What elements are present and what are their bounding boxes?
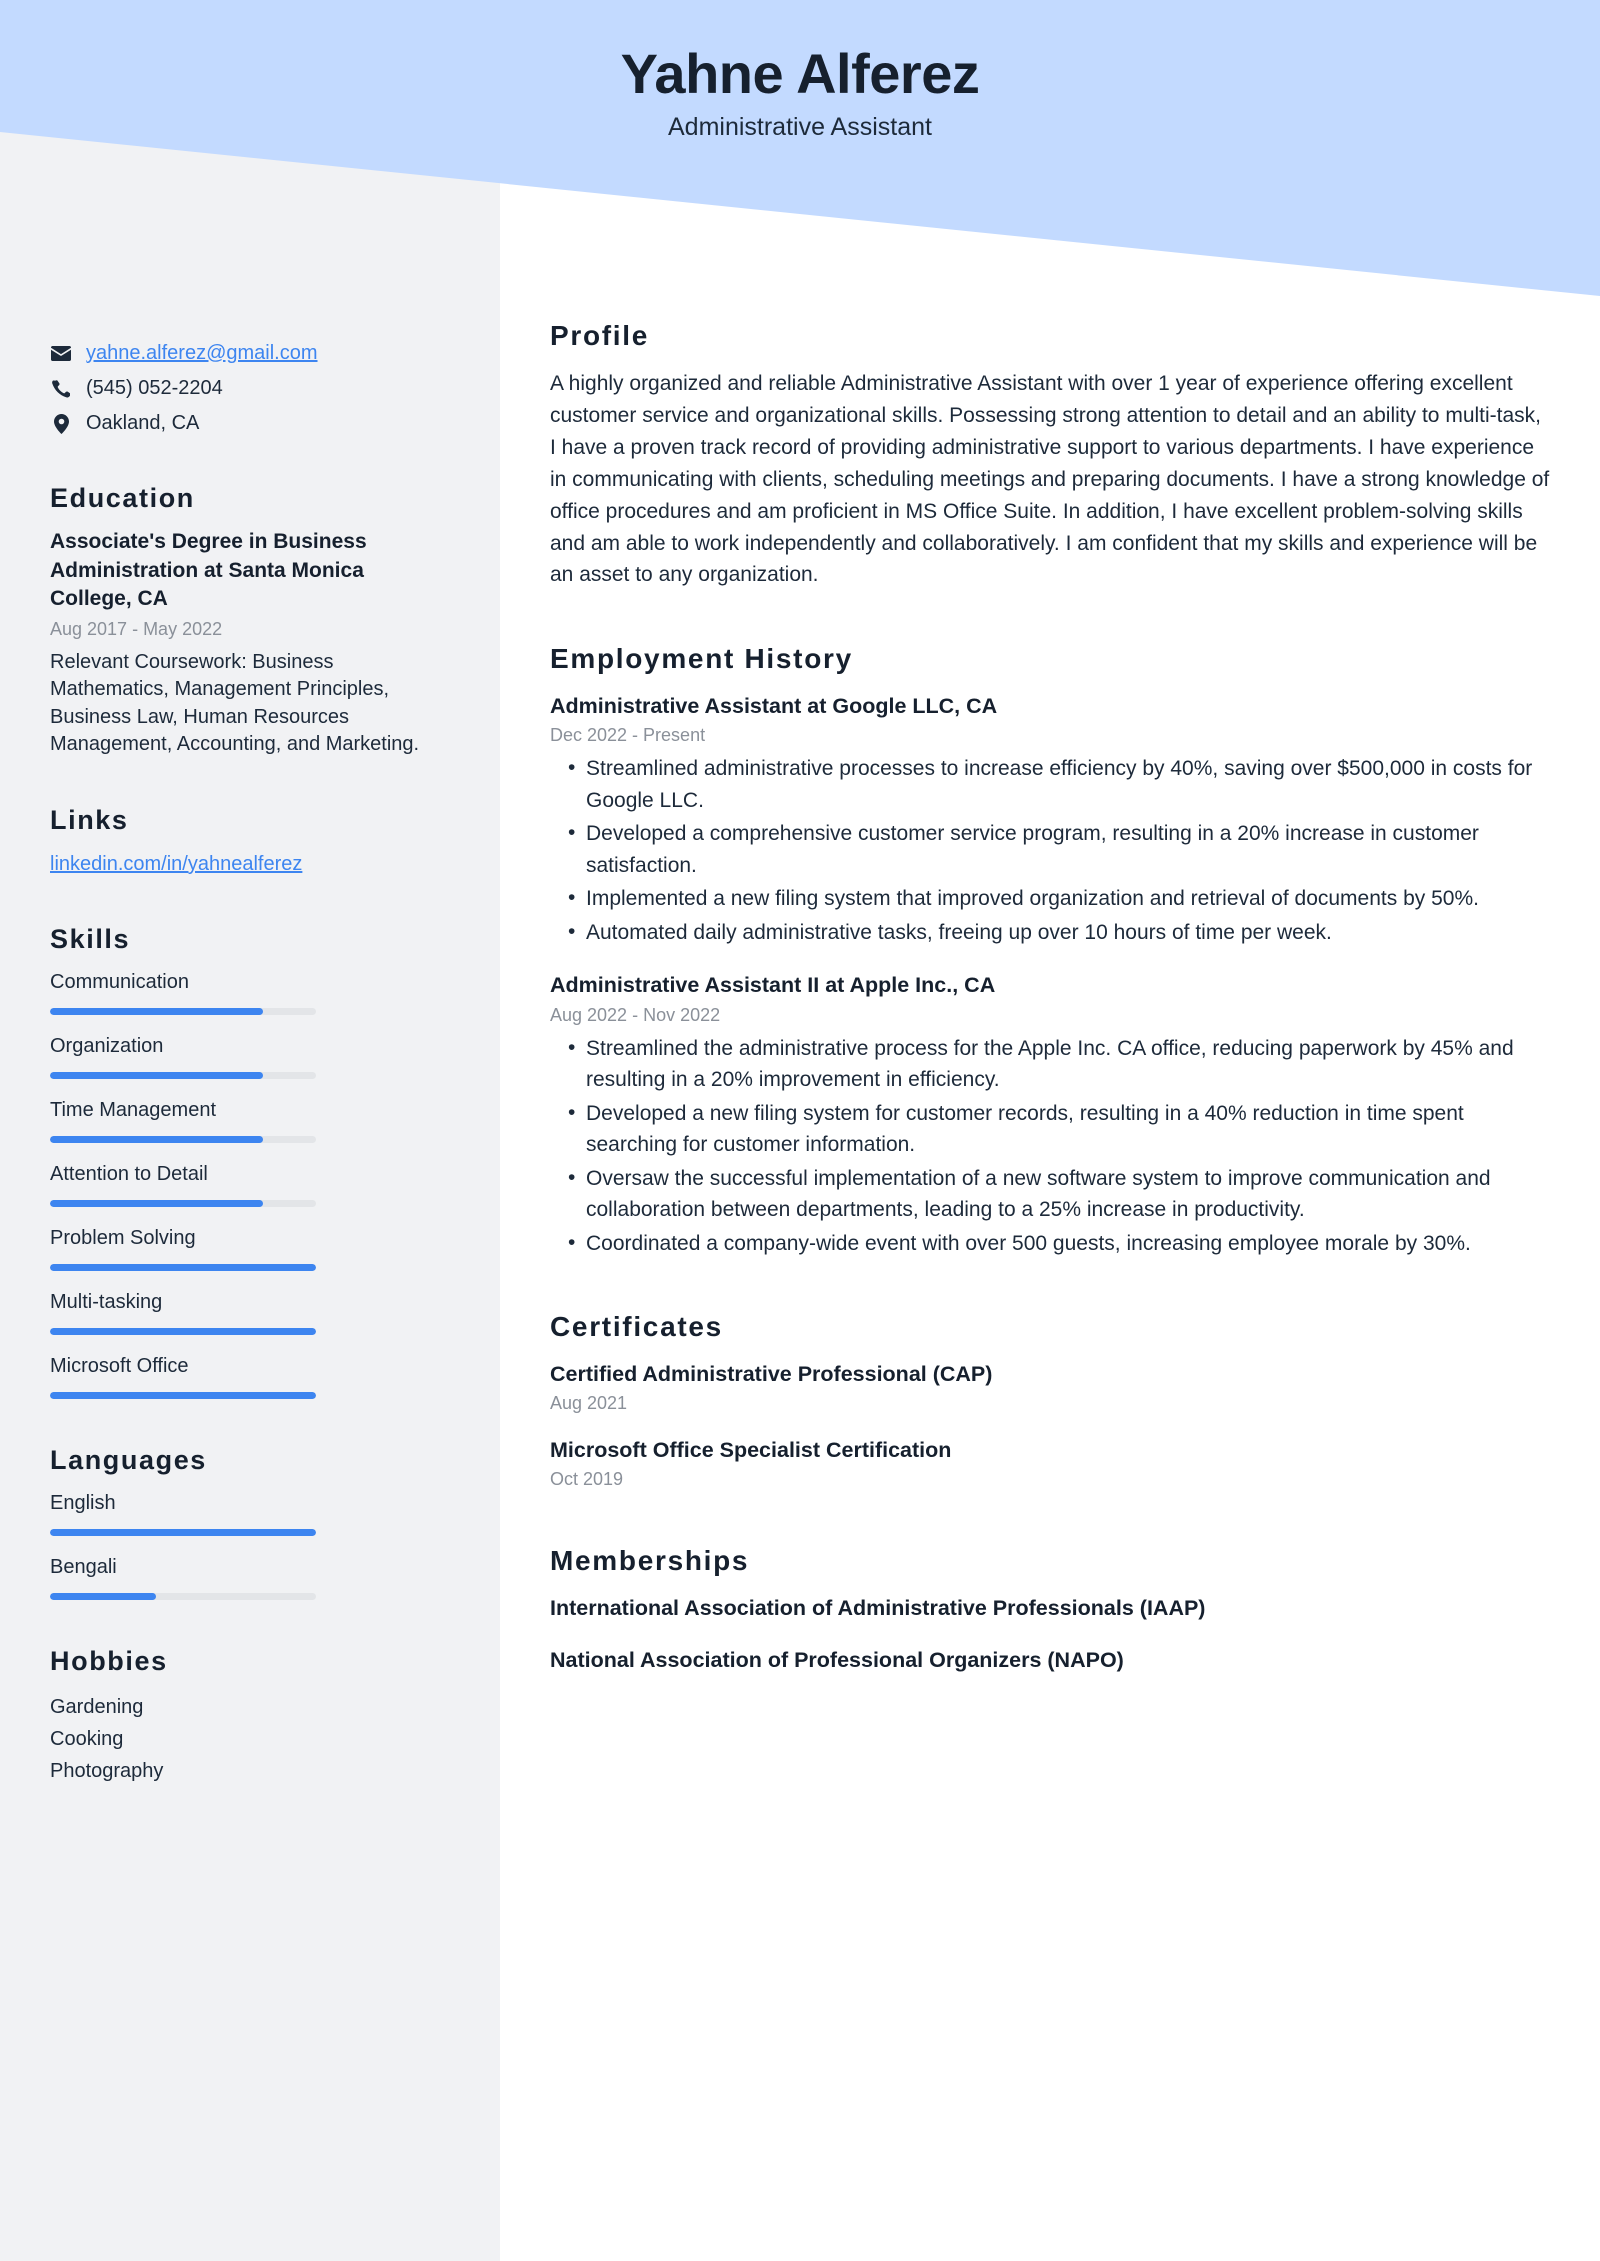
- candidate-job-title: Administrative Assistant: [668, 113, 932, 142]
- skill-bar-track: [50, 1328, 316, 1335]
- job-date: Dec 2022 - Present: [550, 725, 706, 746]
- certificate-date: Aug 2021: [550, 1393, 628, 1414]
- section-memberships: [550, 1545, 1552, 1675]
- job-bullet: • Developed a new filing system for customer records, resulting in a 40% reduction in time spent searching for customer information.: [550, 1098, 1552, 1161]
- skills-list: [50, 969, 450, 1399]
- hobby-item: Photography: [50, 1760, 164, 1783]
- education-entry: [50, 528, 450, 759]
- language-label: English: [50, 1492, 116, 1515]
- job-bullet: • Coordinated a company-wide event with over 500 guests, increasing employee morale by 30%.: [550, 1228, 1552, 1260]
- skill-bar-track: [50, 1264, 316, 1271]
- section-heading-profile: Profile: [550, 320, 650, 351]
- language-bar-fill: [50, 1593, 156, 1600]
- skill-bar-track: [50, 1392, 316, 1399]
- job-entry: [550, 691, 1552, 948]
- skill-item: [50, 1225, 450, 1271]
- contact-phone-text: (545) 052-2204: [86, 377, 223, 399]
- section-heading-education: Education: [50, 483, 195, 513]
- skill-label: Organization: [50, 1035, 164, 1058]
- job-bullet: • Developed a comprehensive customer service program, resulting in a 20% increase in customer satisfaction.: [550, 818, 1552, 881]
- link-linkedin[interactable]: linkedin.com/in/yahnealferez: [50, 853, 303, 876]
- job-bullet-list: [550, 1033, 1552, 1260]
- job-date: Aug 2022 - Nov 2022: [550, 1004, 721, 1025]
- skill-label: Multi-tasking: [50, 1291, 163, 1314]
- envelope-icon: [50, 346, 72, 361]
- sidebar: [0, 0, 500, 1827]
- skill-bar-fill: [50, 1200, 263, 1207]
- certificate-entry: [550, 1435, 1552, 1493]
- skill-item: [50, 1161, 450, 1207]
- certificate-title: Microsoft Office Specialist Certification: [550, 1438, 952, 1463]
- language-item: [50, 1490, 450, 1536]
- skill-label: Microsoft Office: [50, 1355, 189, 1378]
- contact-location-text: Oakland, CA: [86, 412, 200, 434]
- job-bullet: • Oversaw the successful implementation of a new software system to improve communication and collaboration between departments, leading to a 25% increase in productivity.: [550, 1163, 1552, 1226]
- contact-email-row[interactable]: [50, 340, 450, 367]
- job-title: Administrative Assistant II at Apple Inc., CA: [550, 973, 996, 998]
- language-label: Bengali: [50, 1556, 117, 1579]
- hobby-item: Cooking: [50, 1728, 124, 1751]
- skill-bar-track: [50, 1072, 316, 1079]
- skill-item: [50, 969, 450, 1015]
- membership-entry: International Association of Administrative Professionals (IAAP): [550, 1596, 1206, 1621]
- job-bullet: • Automated daily administrative tasks, freeing up over 10 hours of time per week.: [550, 917, 1552, 949]
- profile-text: A highly organized and reliable Administrative Assistant with over 1 year of experience offering excellent customer service and organizational skills. Possessing strong attention to detail and an ability to multi-task, I have a proven track record of providing administrative support to various departments. I have experience in communicating with clients, scheduling meetings and preparing documents. I have a strong knowledge of office procedures and am proficient in MS Office Suite. In addition, I have excellent problem-solving skills and am able to work independently and collaboratively. I am confident that my skills and experience will be an asset to any organization.: [550, 372, 1550, 587]
- language-bar-fill: [50, 1529, 316, 1536]
- certificate-title: Certified Administrative Professional (CAP): [550, 1362, 993, 1387]
- skill-label: Attention to Detail: [50, 1163, 208, 1186]
- skill-bar-track: [50, 1008, 316, 1015]
- skill-bar-track: [50, 1200, 316, 1207]
- section-heading-hobbies: Hobbies: [50, 1646, 168, 1677]
- job-bullet-list: [550, 753, 1552, 948]
- education-description: Relevant Coursework: Business Mathematics, Management Principles, Business Law, Human Resources Management, Accounting, and Marketing.: [50, 650, 420, 756]
- membership-entry: National Association of Professional Organizers (NAPO): [550, 1648, 1124, 1673]
- language-item: [50, 1554, 450, 1600]
- skill-bar-fill: [50, 1328, 316, 1335]
- section-heading-certificates: Certificates: [550, 1311, 723, 1343]
- job-bullet: • Streamlined administrative processes to increase efficiency by 40%, saving over $500,000 in costs for Google LLC.: [550, 753, 1552, 816]
- education-title: Associate's Degree in Business Administration at Santa Monica College, CA: [50, 530, 367, 611]
- contact-email-text[interactable]: yahne.alferez@gmail.com: [86, 342, 318, 364]
- job-bullet: • Implemented a new filing system that improved organization and retrieval of documents by 50%.: [550, 883, 1552, 915]
- education-date: Aug 2017 - May 2022: [50, 618, 223, 639]
- skill-item: [50, 1353, 450, 1399]
- candidate-name: Yahne Alferez: [620, 42, 980, 105]
- skill-item: [50, 1289, 450, 1335]
- skill-label: Time Management: [50, 1099, 216, 1122]
- section-heading-memberships: Memberships: [550, 1545, 750, 1577]
- skill-bar-fill: [50, 1072, 263, 1079]
- skill-bar-track: [50, 1136, 316, 1143]
- job-title: Administrative Assistant at Google LLC, CA: [550, 694, 998, 719]
- skill-item: [50, 1097, 450, 1143]
- language-bar-track: [50, 1593, 316, 1600]
- hobbies-list: [50, 1691, 450, 1787]
- phone-icon: [50, 380, 72, 398]
- section-employment-history: [550, 643, 1552, 1259]
- language-bar-track: [50, 1529, 316, 1536]
- skill-label: Problem Solving: [50, 1227, 196, 1250]
- skill-label: Communication: [50, 971, 189, 994]
- languages-list: [50, 1490, 450, 1600]
- section-heading-skills: Skills: [50, 924, 131, 955]
- skill-item: [50, 1033, 450, 1079]
- section-heading-languages: Languages: [50, 1445, 207, 1476]
- skill-bar-fill: [50, 1008, 263, 1015]
- section-heading-links: Links: [50, 805, 129, 836]
- job-entry: [550, 970, 1552, 1259]
- skill-bar-fill: [50, 1136, 263, 1143]
- skill-bar-fill: [50, 1392, 316, 1399]
- certificate-date: Oct 2019: [550, 1469, 624, 1490]
- job-bullet: • Streamlined the administrative process for the Apple Inc. CA office, reducing paperwork by 45% and resulting in a 20% improvement in efficiency.: [550, 1033, 1552, 1096]
- contact-phone-row: [50, 375, 450, 402]
- contact-location-row: [50, 410, 450, 437]
- section-profile: [550, 320, 1552, 591]
- certificate-entry: [550, 1359, 1552, 1417]
- hobby-item: Gardening: [50, 1696, 144, 1719]
- main-column: [500, 0, 1600, 1755]
- map-pin-icon: [50, 414, 72, 434]
- section-heading-employment: Employment History: [550, 643, 853, 675]
- skill-bar-fill: [50, 1264, 316, 1271]
- section-certificates: [550, 1311, 1552, 1493]
